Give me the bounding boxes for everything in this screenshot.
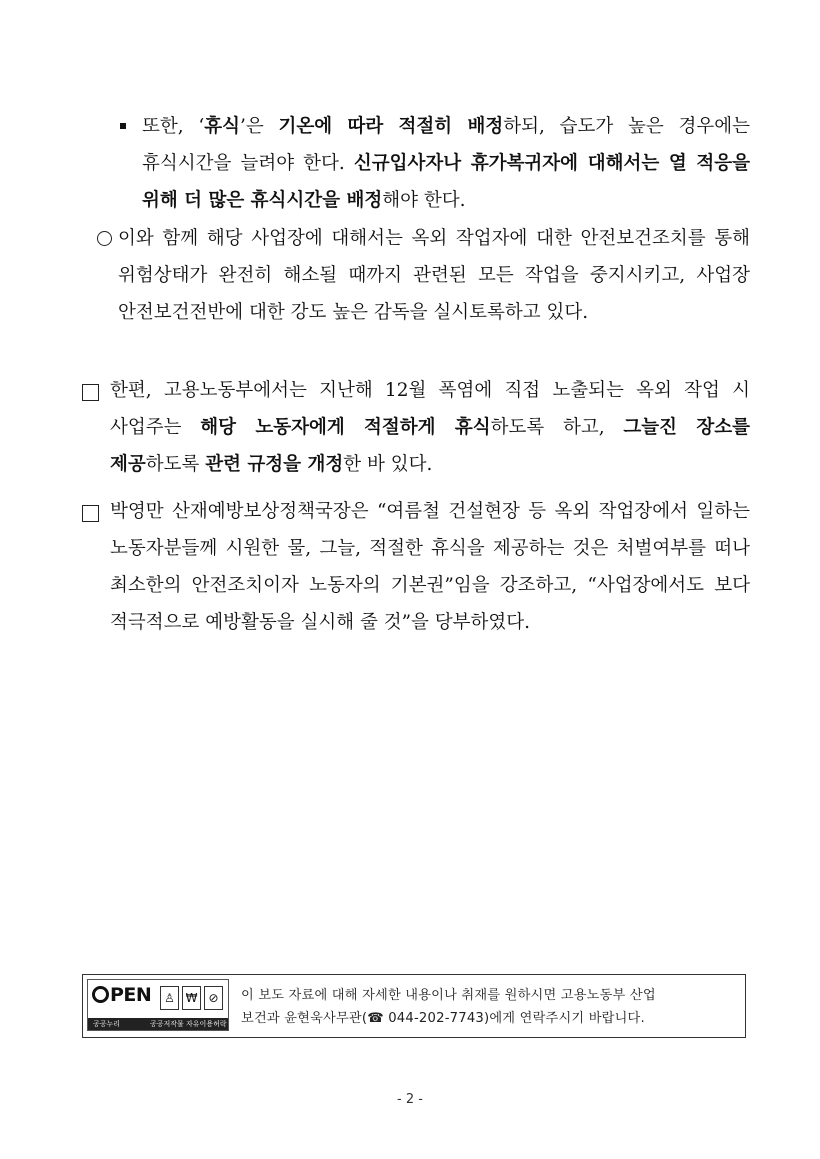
contact-text [241,984,741,1030]
circle-paragraph-inspection: 이와 함께 해당 사업장에 대해서는 옥외 작업자에 대한 안전보건조치를 통해 위험상태가 완전히 해소될 때까지 관련된 모든 작업을 중지시키고, 사업장 안전보건전반에 대한 강도 높은 감독을 실시토록하고 있다. [118,228,750,323]
page-number: - 2 - [397,1092,423,1107]
square-paragraph-regulation: 한편, 고용노동부에서는 지난해 12월 폭염에 직접 노출되는 옥외 작업 시 사업주는 해당 노동자에게 적절하게 휴식하도록 하고, 그늘진 장소를 제공하도록 관련 규정을 개정한 바 있다. [110,380,750,475]
square-bullet-icon [82,384,99,401]
money-off-icon: ₩ [182,986,201,1010]
circle-bullet-icon [97,231,112,246]
square-paragraph-director-quote: 박영만 산재예방보상정책국장은 “여름철 건설현장 등 옥외 작업장에서 일하는 노동자분들께 시원한 물, 그늘, 적절한 휴식을 제공하는 것은 처벌여부를 떠나 최소한의 안전조치이자 노동자의 기본권”임을 강조하고, “사업장에서도 보다 적극적으로 예방활동을 실시해 줄 것”을 당부하였다. [110,501,750,633]
person-icon: ♙ [160,986,179,1010]
contact-line-1: 이 보도 자료에 대해 자세한 내용이나 취재를 원하시면 고용노동부 산업 [241,988,656,1003]
bold-temperature: 기온에 따라 적절히 배정 [278,116,504,137]
bold-rest: 휴식 [204,116,241,137]
no-change-icon: ⊘ [204,986,223,1010]
logo-caption-bar: 공공누리 공공저작물 자유이용허락 [88,1018,228,1030]
bullet-paragraph-rest: 또한, ‘휴식’은 기온에 따라 적절히 배정하되, 습도가 높은 경우에는 휴식시간을 늘려야 한다. 신규입사자나 휴가복귀자에 대해서는 열 적응을 위해 더 많은 휴식시간을 배정해야 한다. [142,116,751,211]
open-logo-text: PEN [92,984,151,1006]
kogl-open-logo [87,979,229,1031]
contact-info-box [82,974,746,1038]
contact-line-2: 보건과 윤현욱사무관(☎ 044-202-7743)에게 연락주시기 바랍니다. [241,1011,645,1026]
square-bullet-icon [82,505,99,522]
open-o-icon [92,986,109,1003]
small-square-bullet-icon [120,123,126,129]
bold-new-workers: 신규입사자나 휴가복귀자에 대해서는 열 적응을 위해 더 많은 휴식시간을 배정 [142,153,751,211]
